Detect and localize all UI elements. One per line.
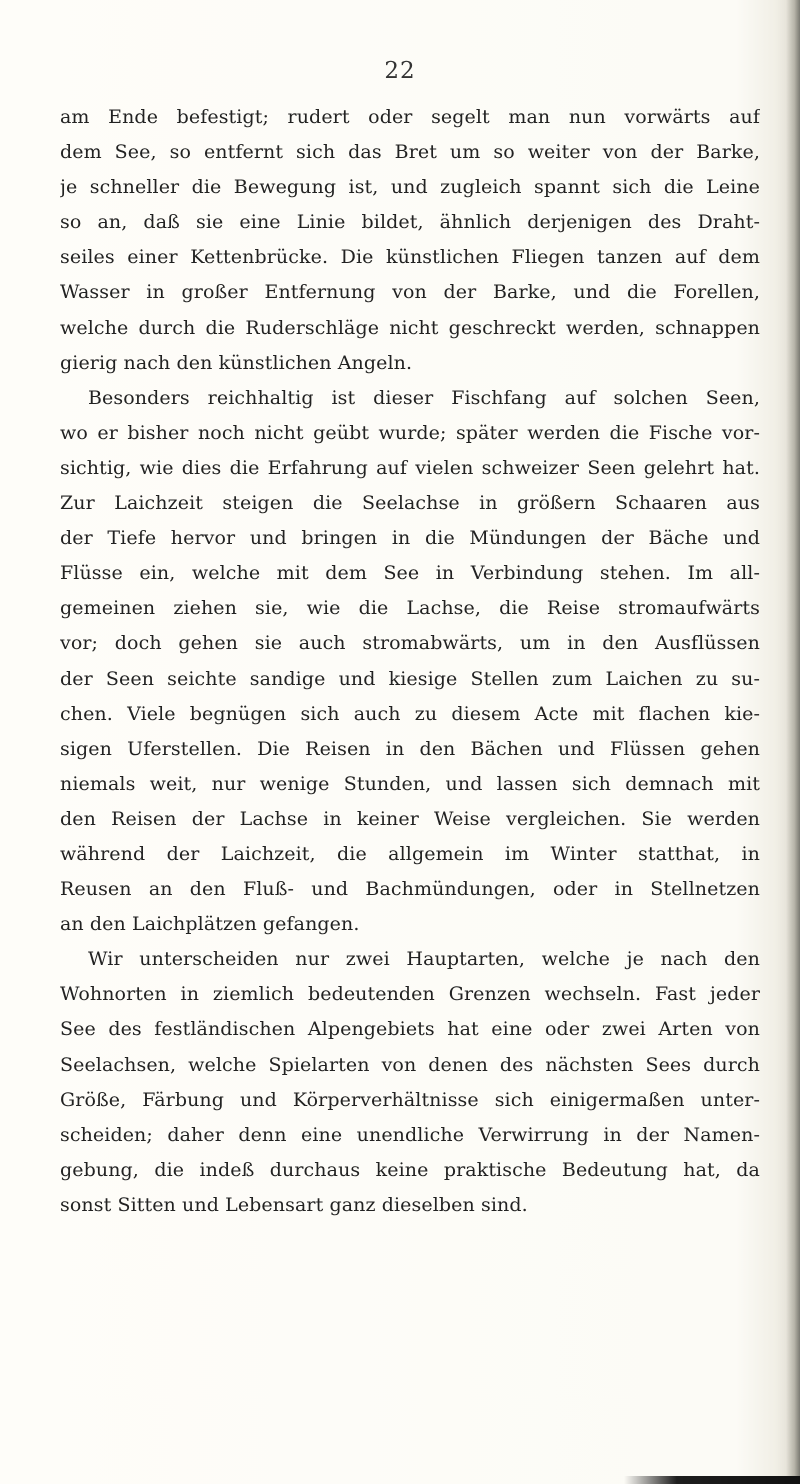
text-line: Seelachsen, welche Spielarten von denen des nächsten Sees durch	[60, 1053, 760, 1076]
text-line: scheiden; daher denn eine unendliche Verwirrung in der Namen-	[60, 1123, 760, 1146]
text-line: der Tiefe hervor und bringen in die Mündungen der Bäche und	[60, 527, 760, 550]
page-edge-shadow	[786, 0, 800, 1484]
text-line: Zur Laichzeit steigen die Seelachse in größern Schaaren aus	[60, 492, 760, 515]
text-line: niemals weit, nur wenige Stunden, und lassen sich demnach mit	[60, 772, 760, 795]
bottom-edge-mark	[624, 1476, 800, 1484]
text-line: gemeinen ziehen sie, wie die Lachse, die Reise stromaufwärts	[60, 597, 760, 620]
text-line: an den Laichplätzen gefangen.	[60, 913, 360, 936]
text-line: Wasser in großer Entfernung von der Barke, und die Forellen,	[60, 281, 760, 304]
body-text	[60, 100, 760, 1223]
text-line: vor; doch gehen sie auch stromabwärts, um in den Ausflüssen	[60, 632, 760, 655]
text-line: gierig nach den künstlichen Angeln.	[60, 351, 413, 374]
text-line: Besonders reichhaltig ist dieser Fischfang auf solchen Seen,	[88, 386, 760, 409]
text-line: seiles einer Kettenbrücke. Die künstlichen Fliegen tanzen auf dem	[60, 246, 760, 269]
text-line: See des festländischen Alpengebiets hat eine oder zwei Arten von	[60, 1018, 760, 1041]
text-line: so an, daß sie eine Linie bildet, ähnlich derjenigen des Draht-	[60, 211, 760, 234]
text-line: Größe, Färbung und Körperverhältnisse sich einigermaßen unter-	[60, 1088, 760, 1111]
text-line: wo er bisher noch nicht geübt wurde; später werden die Fische vor-	[60, 421, 760, 444]
text-line: Flüsse ein, welche mit dem See in Verbindung stehen. Im all-	[60, 562, 760, 585]
text-line: sichtig, wie dies die Erfahrung auf vielen schweizer Seen gelehrt hat.	[60, 456, 760, 479]
text-line: der Seen seichte sandige und kiesige Stellen zum Laichen zu su-	[60, 667, 760, 690]
text-line: welche durch die Ruderschläge nicht geschreckt werden, schnappen	[60, 316, 760, 339]
text-line: Wir unterscheiden nur zwei Hauptarten, welche je nach den	[88, 948, 760, 971]
text-line: während der Laichzeit, die allgemein im Winter statthat, in	[60, 842, 760, 865]
text-line: gebung, die indeß durchaus keine praktische Bedeutung hat, da	[60, 1158, 760, 1181]
text-line: sigen Uferstellen. Die Reisen in den Bächen und Flüssen gehen	[60, 737, 760, 760]
page-number: 22	[384, 58, 416, 84]
text-line: sonst Sitten und Lebensart ganz dieselben sind.	[60, 1193, 528, 1216]
text-line: chen. Viele begnügen sich auch zu diesem Acte mit flachen kie-	[60, 702, 760, 725]
text-line: je schneller die Bewegung ist, und zugleich spannt sich die Leine	[60, 176, 760, 199]
text-line: Wohnorten in ziemlich bedeutenden Grenzen wechseln. Fast jeder	[60, 983, 760, 1006]
text-line: den Reisen der Lachse in keiner Weise vergleichen. Sie werden	[60, 807, 760, 830]
text-line: am Ende befestigt; rudert oder segelt man nun vorwärts auf	[60, 106, 760, 128]
text-line: dem See, so entfernt sich das Bret um so weiter von der Barke,	[60, 141, 760, 164]
text-line: Reusen an den Fluß- und Bachmündungen, oder in Stellnetzen	[60, 878, 760, 901]
